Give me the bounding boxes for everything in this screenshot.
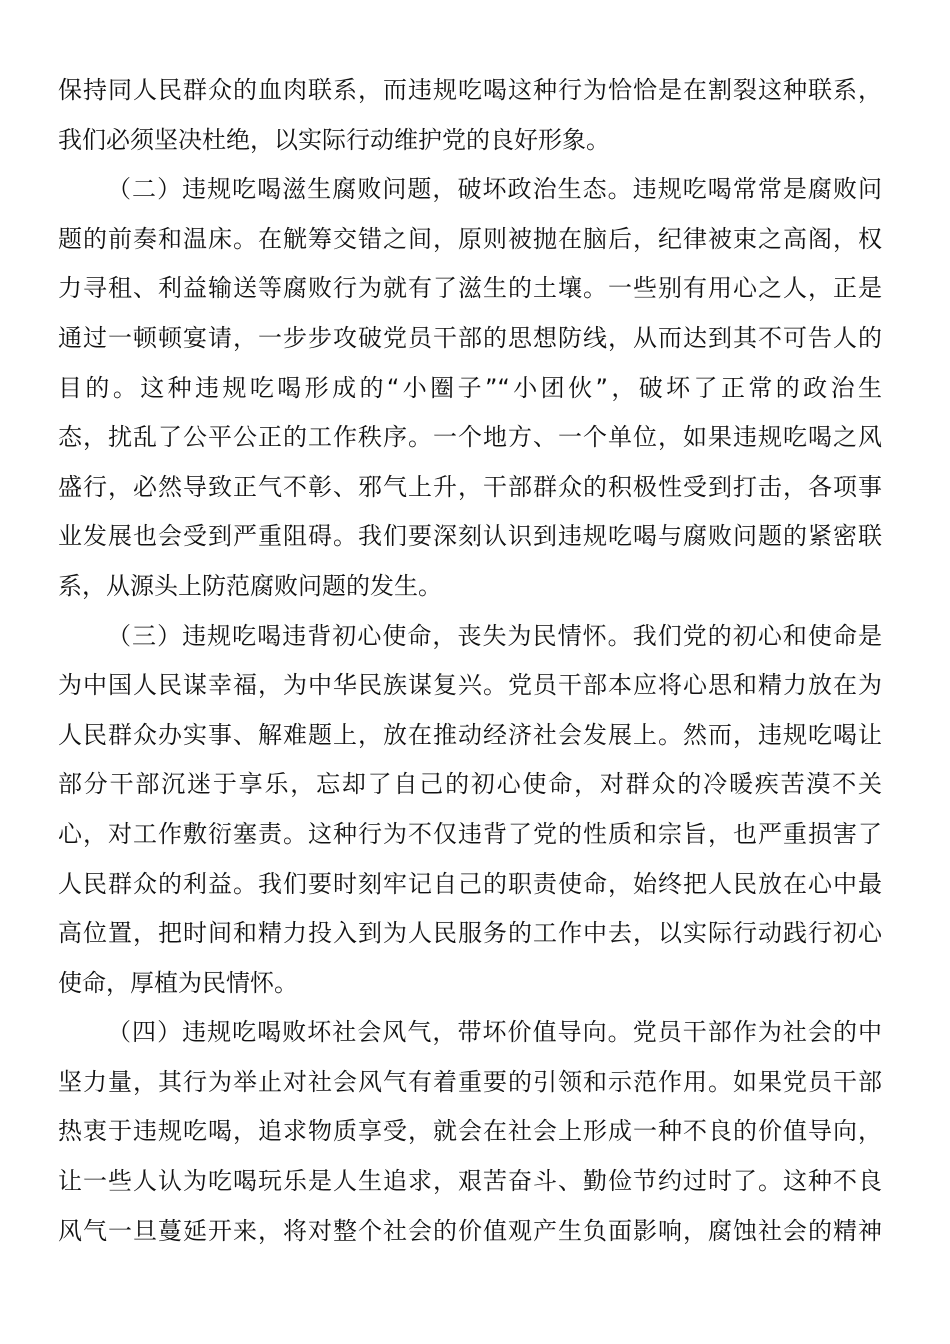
- text-line: 保持同人民群众的血肉联系，而违规吃喝这种行为恰恰是在割裂这种联系，: [58, 76, 882, 104]
- text-line: 让一些人认为吃喝玩乐是人生追求，艰苦奋斗、勤俭节约过时了。这种不良: [58, 1167, 882, 1196]
- text-line: 业发展也会受到严重阻碍。我们要深刻认识到违规吃喝与腐败问题的紧密联: [58, 522, 882, 551]
- text-line: 通过一顿顿宴请，一步步攻破党员干部的思想防线，从而达到其不可告人的: [58, 323, 882, 352]
- text-line: 力寻租、利益输送等腐败行为就有了滋生的土壤。一些别有用心之人，正是: [58, 274, 882, 303]
- text-line: 热衷于违规吃喝，追求物质享受，就会在社会上形成一种不良的价值导向，: [58, 1117, 882, 1146]
- text-line: （三）违规吃喝违背初心使命，丧失为民情怀。我们党的初心和使命是: [107, 621, 882, 650]
- text-line: 为中国人民谋幸福，为中华民族谋复兴。党员干部本应将心思和精力放在为: [58, 671, 882, 700]
- document-body: [58, 66, 882, 1256]
- text-line: 题的前奏和温床。在觥筹交错之间，原则被抛在脑后，纪律被束之高阁，权: [58, 224, 882, 253]
- text-line: 部分干部沉迷于享乐，忘却了自己的初心使命，对群众的冷暖疾苦漠不关: [58, 770, 882, 799]
- text-line: 人民群众的利益。我们要时刻牢记自己的职责使命，始终把人民放在心中最: [58, 869, 882, 898]
- text-line: 坚力量，其行为举止对社会风气有着重要的引领和示范作用。如果党员干部: [58, 1067, 882, 1096]
- text-line: （二）违规吃喝滋生腐败问题，破坏政治生态。违规吃喝常常是腐败问: [107, 175, 882, 204]
- text-line: 使命，厚植为民情怀。: [58, 968, 298, 997]
- text-line: 目的。这种违规吃喝形成的“小圈子”“小团伙”，破坏了正常的政治生: [58, 373, 882, 402]
- text-line: 盛行，必然导致正气不彰、邪气上升，干部群众的积极性受到打击，各项事: [58, 472, 882, 501]
- text-line: 人民群众办实事、解难题上，放在推动经济社会发展上。然而，违规吃喝让: [58, 720, 882, 749]
- text-line: 我们必须坚决杜绝，以实际行动维护党的良好形象。: [58, 125, 610, 154]
- text-line: 态，扰乱了公平公正的工作秩序。一个地方、一个单位，如果违规吃喝之风: [58, 423, 882, 452]
- text-line: 风气一旦蔓延开来，将对整个社会的价值观产生负面影响，腐蚀社会的精神: [58, 1216, 882, 1245]
- text-line: 系，从源头上防范腐败问题的发生。: [58, 571, 442, 600]
- text-line: 高位置，把时间和精力投入到为人民服务的工作中去，以实际行动践行初心: [58, 919, 882, 948]
- text-line: 心，对工作敷衍塞责。这种行为不仅违背了党的性质和宗旨，也严重损害了: [58, 819, 882, 848]
- text-line: （四）违规吃喝败坏社会风气，带坏价值导向。党员干部作为社会的中: [107, 1018, 882, 1047]
